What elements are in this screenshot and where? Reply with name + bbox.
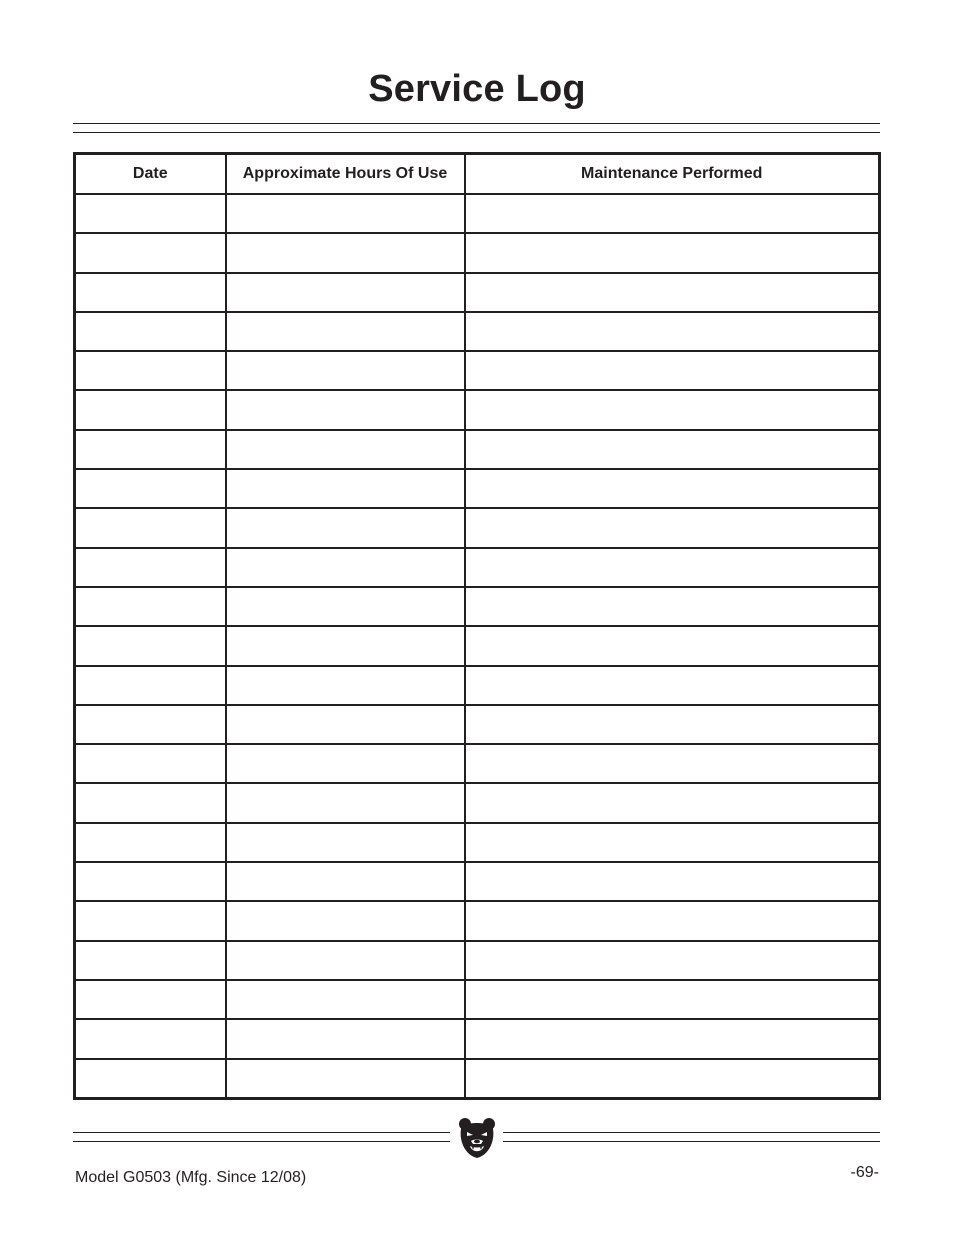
maintenance-cell [465, 351, 880, 390]
column-header-hours: Approximate Hours Of Use [226, 154, 465, 195]
table-row [75, 1059, 880, 1099]
date-cell [75, 548, 226, 587]
table-row [75, 783, 880, 822]
date-cell [75, 194, 226, 233]
table-header-row [75, 154, 880, 195]
table-row [75, 469, 880, 508]
hours-cell [226, 941, 465, 980]
maintenance-cell [465, 390, 880, 429]
table-row [75, 705, 880, 744]
date-cell [75, 823, 226, 862]
date-cell [75, 430, 226, 469]
hours-cell [226, 390, 465, 429]
hours-cell [226, 705, 465, 744]
date-cell [75, 705, 226, 744]
column-header-maintenance: Maintenance Performed [465, 154, 880, 195]
hours-cell [226, 1059, 465, 1099]
hours-cell [226, 351, 465, 390]
table-row [75, 941, 880, 980]
date-cell [75, 862, 226, 901]
hours-cell [226, 548, 465, 587]
date-cell [75, 941, 226, 980]
table-row [75, 1019, 880, 1058]
date-cell [75, 980, 226, 1019]
title-rule-bottom [73, 132, 880, 133]
hours-cell [226, 587, 465, 626]
date-cell [75, 626, 226, 665]
table-row [75, 430, 880, 469]
hours-cell [226, 312, 465, 351]
page-title: Service Log [368, 68, 586, 110]
maintenance-cell [465, 312, 880, 351]
hours-cell [226, 823, 465, 862]
table-row [75, 548, 880, 587]
table-body [75, 194, 880, 1099]
table-row [75, 744, 880, 783]
hours-cell [226, 744, 465, 783]
page-number: -69- [850, 1164, 879, 1181]
hours-cell [226, 1019, 465, 1058]
footer-model-text: Model G0503 (Mfg. Since 12/08) [75, 1169, 307, 1186]
hours-cell [226, 194, 465, 233]
maintenance-cell [465, 626, 880, 665]
hours-cell [226, 980, 465, 1019]
maintenance-cell [465, 194, 880, 233]
hours-cell [226, 862, 465, 901]
table-row [75, 351, 880, 390]
table-row [75, 508, 880, 547]
table-row [75, 233, 880, 272]
title-rule-top [73, 123, 880, 124]
date-cell [75, 1059, 226, 1099]
maintenance-cell [465, 666, 880, 705]
table-row [75, 980, 880, 1019]
table-row [75, 626, 880, 665]
hours-cell [226, 901, 465, 940]
table-row [75, 862, 880, 901]
date-cell [75, 1019, 226, 1058]
table-row [75, 312, 880, 351]
date-cell [75, 312, 226, 351]
bear-head-icon [457, 1117, 497, 1159]
date-cell [75, 508, 226, 547]
maintenance-cell [465, 508, 880, 547]
maintenance-cell [465, 587, 880, 626]
hours-cell [226, 469, 465, 508]
maintenance-cell [465, 901, 880, 940]
date-cell [75, 233, 226, 272]
hours-cell [226, 508, 465, 547]
footer-rule-right-bottom [503, 1141, 880, 1142]
table-row [75, 390, 880, 429]
maintenance-cell [465, 233, 880, 272]
date-cell [75, 744, 226, 783]
hours-cell [226, 626, 465, 665]
hours-cell [226, 273, 465, 312]
date-cell [75, 273, 226, 312]
date-cell [75, 783, 226, 822]
maintenance-cell [465, 430, 880, 469]
footer-rule-right-top [503, 1132, 880, 1133]
table-row [75, 194, 880, 233]
table-row [75, 901, 880, 940]
maintenance-cell [465, 273, 880, 312]
table-row [75, 823, 880, 862]
hours-cell [226, 783, 465, 822]
date-cell [75, 587, 226, 626]
date-cell [75, 666, 226, 705]
table-row [75, 587, 880, 626]
maintenance-cell [465, 941, 880, 980]
maintenance-cell [465, 469, 880, 508]
hours-cell [226, 666, 465, 705]
service-log-table [73, 152, 881, 1100]
maintenance-cell [465, 823, 880, 862]
maintenance-cell [465, 783, 880, 822]
maintenance-cell [465, 705, 880, 744]
maintenance-cell [465, 980, 880, 1019]
maintenance-cell [465, 744, 880, 783]
date-cell [75, 390, 226, 429]
hours-cell [226, 233, 465, 272]
date-cell [75, 351, 226, 390]
footer-rule-left-top [73, 1132, 450, 1133]
table-row [75, 273, 880, 312]
hours-cell [226, 430, 465, 469]
date-cell [75, 901, 226, 940]
maintenance-cell [465, 862, 880, 901]
date-cell [75, 469, 226, 508]
maintenance-cell [465, 548, 880, 587]
maintenance-cell [465, 1019, 880, 1058]
maintenance-cell [465, 1059, 880, 1099]
table-row [75, 666, 880, 705]
column-header-date: Date [75, 154, 226, 195]
footer-rule-left-bottom [73, 1141, 450, 1142]
